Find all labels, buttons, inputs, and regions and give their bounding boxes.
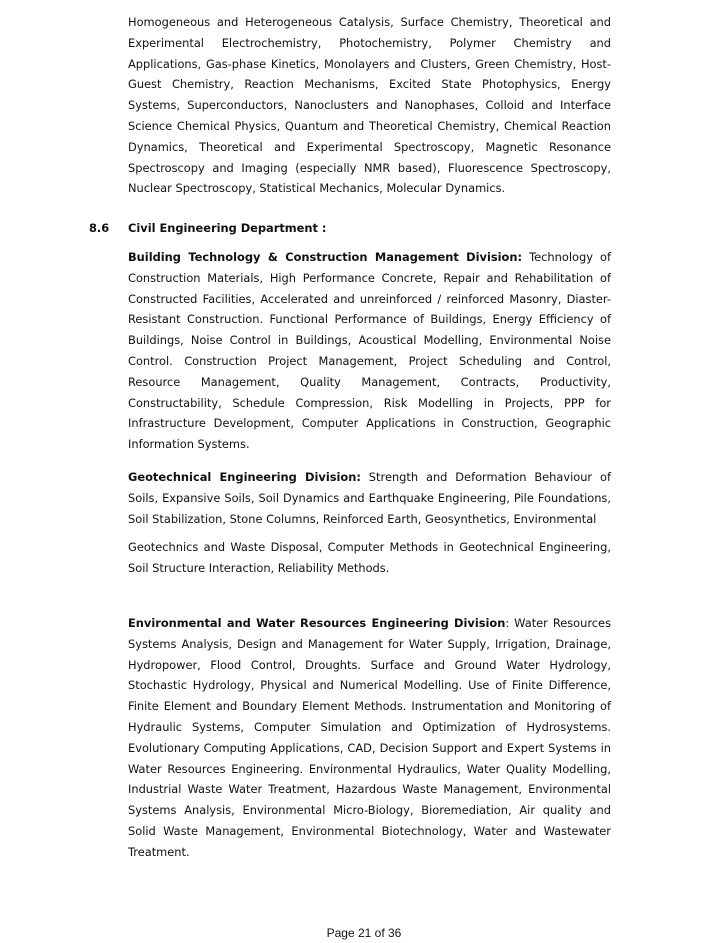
geotechnical-division-paragraph xyxy=(128,467,611,529)
building-division-paragraph xyxy=(128,247,611,455)
building-division-heading: Building Technology & Construction Management Division: xyxy=(128,250,523,264)
chemistry-topics-paragraph: Homogeneous and Heterogeneous Catalysis, Surface Chemistry, Theoretical and Experimental Electrochemistry, Photochemistry, Polymer Chemistry and Applications, Gas-phase Kinetics, Monolayers and Clusters, Green Chemistry, Host-Guest Chemistry, Reaction Mechanisms, Excited State Photophysics, Energy Systems, Superconductors, Nanoclusters and Nanophases, Colloid and Interface Science Chemical Physics, Quantum and Theoretical Chemistry, Chemical Reaction Dynamics, Theoretical and Experimental Spectroscopy, Magnetic Resonance Spectroscopy and Imaging (especially NMR based), Fluorescence Spectroscopy, Nuclear Spectroscopy, Statistical Mechanics, Molecular Dynamics. xyxy=(128,15,611,196)
building-division-text: Technology of Construction Materials, High Performance Concrete, Repair and Rehabilitation of Constructed Facilities, Accelerated and unreinforced / reinforced Masonry, Diaster-Resistant Construction. Functional Performance of Buildings, Energy Efficiency of Buildings, Noise Control in Buildings, Acoustical Modelling, Environmental Noise Control. Construction Project Management, Project Scheduling and Control, Resource Management, Quality Management, Contracts, Productivity, Constructability, Schedule Compression, Risk Modelling in Projects, PPP for Infrastructure Development, Computer Applications in Construction, Geographic Information Systems. xyxy=(128,250,611,452)
page-number-footer: Page 21 of 36 xyxy=(326,926,402,940)
geotechnical-division-heading: Geotechnical Engineering Division: xyxy=(128,470,361,484)
section-title: Civil Engineering Department : xyxy=(128,221,327,235)
geotechnical-division-text: Strength and Deformation Behaviour of Soils, Expansive Soils, Soil Dynamics and Earthquake Engineering, Pile Foundations, Soil Stabilization, Stone Columns, Reinforced Earth, Geosynthetics, Environmental xyxy=(128,470,611,526)
section-number: 8.6 xyxy=(89,221,110,235)
geotechnical-division-continuation: Geotechnics and Waste Disposal, Computer Methods in Geotechnical Engineering, Soil Structure Interaction, Reliability Methods. xyxy=(128,540,611,575)
environmental-division-heading: Environmental and Water Resources Engineering Division xyxy=(128,616,506,630)
environmental-division-paragraph xyxy=(128,613,611,863)
environmental-division-text: : Water Resources Systems Analysis, Design and Management for Water Supply, Irrigation, Drainage, Hydropower, Flood Control, Droughts. Surface and Ground Water Hydrology, Stochastic Hydrology, Physical and Numerical Modelling. Use of Finite Difference, Finite Element and Boundary Element Methods. Instrumentation and Monitoring of Hydraulic Systems, Computer Simulation and Optimization of Hydrosystems. Evolutionary Computing Applications, CAD, Decision Support and Expert Systems in Water Resources Engineering. Environmental Hydraulics, Water Quality Modelling, Industrial Waste Water Treatment, Hazardous Waste Management, Environmental Systems Analysis, Environmental Micro-Biology, Bioremediation, Air quality and Solid Waste Management, Environmental Biotechnology, Water and Wastewater Treatment. xyxy=(128,616,612,859)
